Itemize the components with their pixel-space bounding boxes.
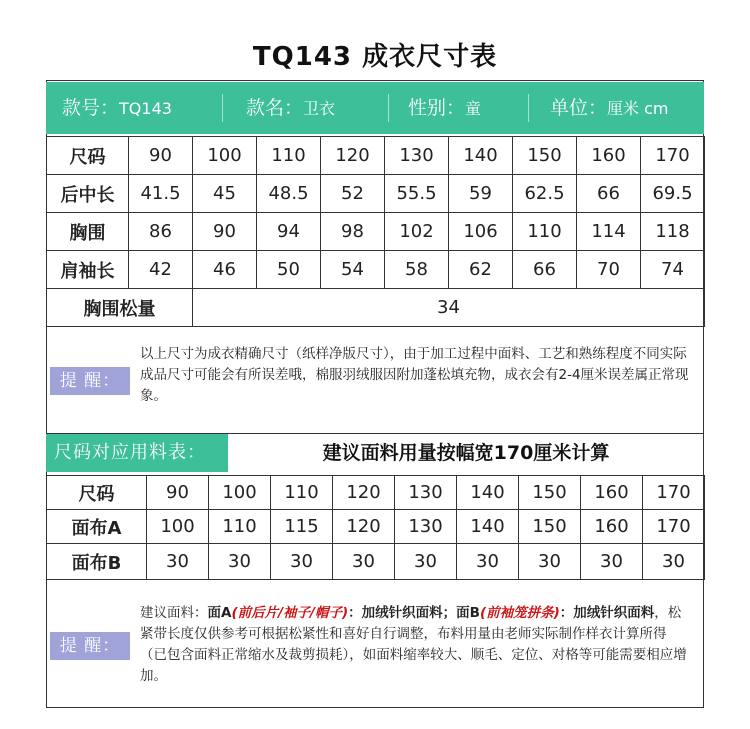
gender-key: 性别： xyxy=(408,97,466,119)
table-cell: 50 xyxy=(257,251,321,289)
size-col: 100 xyxy=(209,476,271,510)
note-part: ，松紧带长度仅供参考可根据松紧性和喜好自行调整，布料用量由老师实际制作样衣计算所得（已包含面料正常缩水及裁剪损耗），如面料缩率较大、顺毛、定位、对格等可能需要相应增加。 xyxy=(140,605,687,684)
table-cell: 69.5 xyxy=(641,175,705,213)
table-cell: 42 xyxy=(129,251,193,289)
size-col: 100 xyxy=(193,137,257,175)
style-name xyxy=(246,82,335,134)
size-col: 90 xyxy=(129,137,193,175)
unit-key: 单位： xyxy=(550,97,608,119)
table-row xyxy=(47,175,705,213)
fabric-col-header: 尺码 xyxy=(47,476,147,510)
style-name-value: 卫衣 xyxy=(303,99,336,118)
header-bar xyxy=(46,82,704,134)
table-cell: 55.5 xyxy=(385,175,449,213)
table-cell: 114 xyxy=(577,213,641,251)
note-part: ：加绒针织面料 xyxy=(559,605,655,621)
size-col: 110 xyxy=(257,137,321,175)
table-cell: 30 xyxy=(333,544,395,580)
row-label: 面布B xyxy=(47,544,147,580)
size-col: 150 xyxy=(513,137,577,175)
table-cell: 45 xyxy=(193,175,257,213)
ease-value: 34 xyxy=(193,289,705,327)
table-cell: 59 xyxy=(449,175,513,213)
table-cell: 30 xyxy=(395,544,457,580)
table-cell: 94 xyxy=(257,213,321,251)
table-cell: 30 xyxy=(271,544,333,580)
ease-row xyxy=(47,289,705,327)
table-cell: 70 xyxy=(577,251,641,289)
table-cell: 48.5 xyxy=(257,175,321,213)
note-highlight: (前袖笼拼条) xyxy=(479,605,560,621)
table-cell: 30 xyxy=(147,544,209,580)
table-cell: 160 xyxy=(581,510,643,544)
fabric-section-title: 建议面料用量按幅宽170厘米计算 xyxy=(322,442,610,464)
table-cell: 115 xyxy=(271,510,333,544)
size-col: 160 xyxy=(577,137,641,175)
note-part: 面B xyxy=(456,605,480,621)
header-divider xyxy=(528,94,529,122)
table-cell: 106 xyxy=(449,213,513,251)
table-row xyxy=(47,251,705,289)
gender xyxy=(408,82,481,134)
reminder-text: 以上尺寸为成衣精确尺寸（纸样净版尺寸），由于加工过程中面料、工艺和熟练程度不同实际成品尺寸可能会有所误差哦，棉服羽绒服因附加蓬松填充物，成衣会有2-4厘米误差属正常现象。 xyxy=(140,346,689,404)
table-cell: 41.5 xyxy=(129,175,193,213)
table-cell: 46 xyxy=(193,251,257,289)
style-no xyxy=(62,82,172,134)
gender-value: 童 xyxy=(465,99,482,118)
table-cell: 54 xyxy=(321,251,385,289)
table-cell: 52 xyxy=(321,175,385,213)
table-cell: 30 xyxy=(519,544,581,580)
table-cell: 170 xyxy=(643,510,705,544)
table-cell: 102 xyxy=(385,213,449,251)
table-cell: 110 xyxy=(513,213,577,251)
note-part: 建议面料： xyxy=(140,605,208,621)
size-col: 120 xyxy=(321,137,385,175)
table-cell: 86 xyxy=(129,213,193,251)
row-label: 肩袖长 xyxy=(47,251,129,289)
note-part: ：加绒针织面料； xyxy=(348,605,457,621)
unit-value: 厘米 cm xyxy=(607,99,669,118)
size-col: 140 xyxy=(457,476,519,510)
size-col: 170 xyxy=(641,137,705,175)
size-col: 90 xyxy=(147,476,209,510)
ease-label: 胸围松量 xyxy=(47,289,193,327)
table-row xyxy=(47,544,705,580)
size-col: 170 xyxy=(643,476,705,510)
header-divider xyxy=(222,94,223,122)
table-cell: 130 xyxy=(395,510,457,544)
size-col-header: 尺码 xyxy=(47,137,129,175)
reminder-text-2 xyxy=(140,603,692,687)
size-col: 130 xyxy=(385,137,449,175)
table-cell: 118 xyxy=(641,213,705,251)
table-cell: 120 xyxy=(333,510,395,544)
table-cell: 58 xyxy=(385,251,449,289)
size-header-row xyxy=(47,137,705,175)
header-divider xyxy=(388,94,389,122)
table-cell: 150 xyxy=(519,510,581,544)
table-cell: 30 xyxy=(457,544,519,580)
size-col: 130 xyxy=(395,476,457,510)
style-name-key: 款名： xyxy=(246,97,304,119)
fabric-header-row xyxy=(47,476,705,510)
table-cell: 66 xyxy=(577,175,641,213)
table-cell: 74 xyxy=(641,251,705,289)
row-label: 胸围 xyxy=(47,213,129,251)
table-cell: 30 xyxy=(643,544,705,580)
table-cell: 66 xyxy=(513,251,577,289)
note-part: 面A xyxy=(207,605,232,621)
unit xyxy=(550,82,669,134)
fabric-section-label: 尺码对应用料表： xyxy=(46,434,228,472)
size-col: 110 xyxy=(271,476,333,510)
size-col: 140 xyxy=(449,137,513,175)
style-no-value: TQ143 xyxy=(119,99,172,118)
size-col: 160 xyxy=(581,476,643,510)
reminder-badge: 提 醒： xyxy=(50,367,130,395)
note-highlight: (前后片/袖子/帽子) xyxy=(231,605,349,621)
size-col: 120 xyxy=(333,476,395,510)
row-label: 面布A xyxy=(47,510,147,544)
page-title: TQ143 成衣尺寸表 xyxy=(252,42,498,72)
table-row xyxy=(47,510,705,544)
size-table xyxy=(46,136,705,327)
table-cell: 30 xyxy=(581,544,643,580)
table-cell: 90 xyxy=(193,213,257,251)
table-cell: 62.5 xyxy=(513,175,577,213)
row-label: 后中长 xyxy=(47,175,129,213)
table-row xyxy=(47,213,705,251)
table-cell: 62 xyxy=(449,251,513,289)
fabric-table xyxy=(46,475,705,580)
reminder-badge: 提 醒： xyxy=(50,632,130,660)
table-cell: 100 xyxy=(147,510,209,544)
style-no-key: 款号： xyxy=(62,97,120,119)
table-cell: 140 xyxy=(457,510,519,544)
table-cell: 110 xyxy=(209,510,271,544)
table-cell: 30 xyxy=(209,544,271,580)
table-cell: 98 xyxy=(321,213,385,251)
size-col: 150 xyxy=(519,476,581,510)
